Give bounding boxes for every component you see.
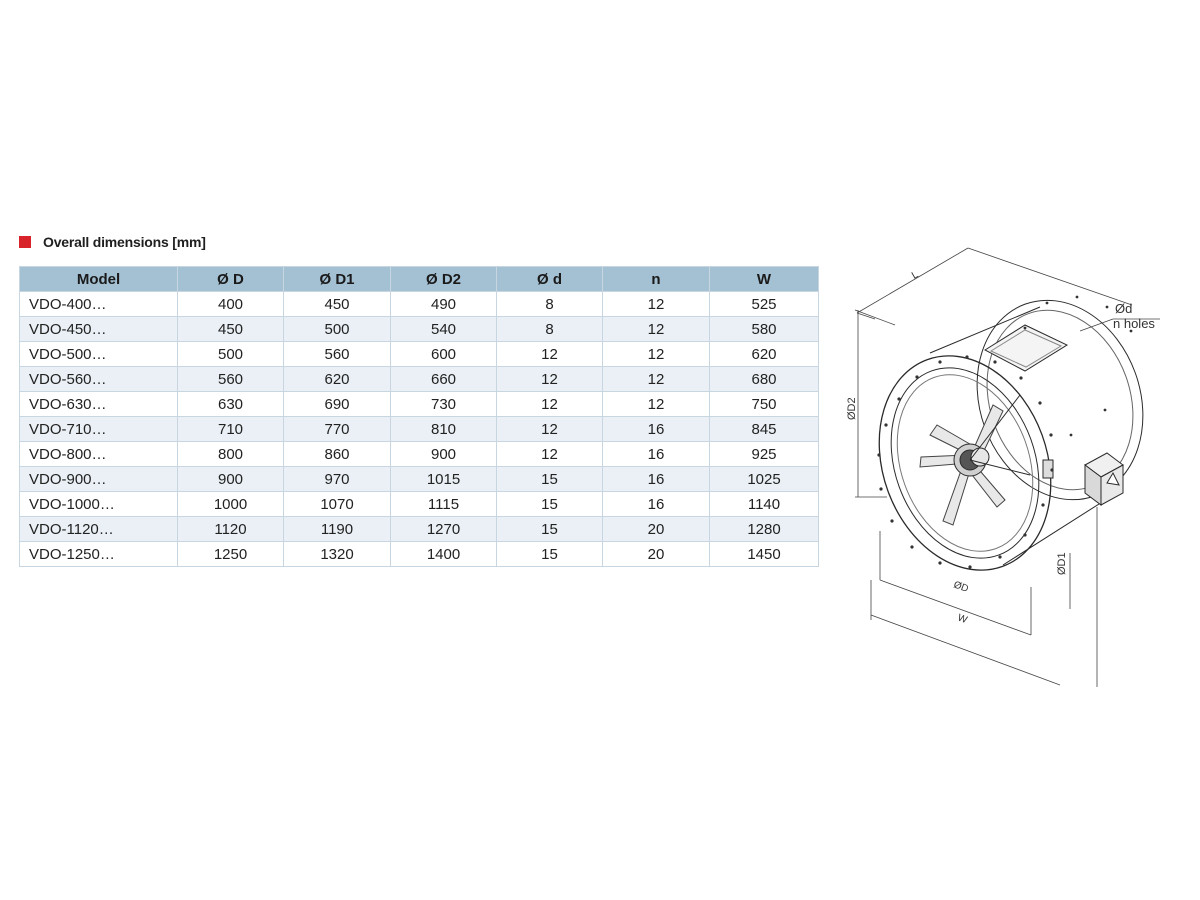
cell-diameter-d2: 540 [391,317,497,342]
table-row [20,417,819,442]
dimensions-table [19,266,819,567]
cell-diameter-d2: 600 [391,342,497,367]
cell-model: VDO-630… [20,392,178,417]
cell-diameter-d: 900 [178,467,284,492]
section-heading [19,232,206,252]
cell-hole-count: 12 [603,342,710,367]
cell-model: VDO-900… [20,467,178,492]
cell-diameter-d1: 500 [284,317,391,342]
cell-diameter-d1: 1070 [284,492,391,517]
cell-diameter-d1: 860 [284,442,391,467]
cell-model: VDO-710… [20,417,178,442]
column-header-diameter-d2: Ø D2 [391,267,497,292]
column-header-model: Model [20,267,178,292]
dimension-line-L [857,248,968,313]
cell-diameter-d: 1250 [178,542,284,567]
label-D1: ØD1 [1056,552,1068,575]
service-panel [985,325,1067,371]
cell-hole-diameter: 12 [497,417,603,442]
support-strut [970,395,1020,460]
column-header-diameter-d1: Ø D1 [284,267,391,292]
column-header-hole-count: n [603,267,710,292]
label-n-holes: n holes [1113,316,1155,331]
cell-diameter-d: 1120 [178,517,284,542]
cell-hole-diameter: 15 [497,542,603,567]
cell-model: VDO-1000… [20,492,178,517]
cell-hole-diameter: 12 [497,367,603,392]
cell-diameter-d1: 560 [284,342,391,367]
motor-body [971,448,989,466]
cell-hole-count: 12 [603,317,710,342]
cell-diameter-d2: 1115 [391,492,497,517]
cell-diameter-d2: 810 [391,417,497,442]
red-square-bullet-icon [19,236,31,248]
cell-hole-count: 20 [603,542,710,567]
cell-diameter-d1: 1320 [284,542,391,567]
table-row [20,317,819,342]
label-D2: ØD2 [846,397,858,420]
cell-model: VDO-1250… [20,542,178,567]
cell-hole-count: 12 [603,292,710,317]
table-row [20,517,819,542]
table-row [20,292,819,317]
cell-width: 1140 [710,492,819,517]
cell-hole-diameter: 12 [497,342,603,367]
table-row [20,542,819,567]
label-D: ØD [951,579,970,595]
cell-diameter-d1: 450 [284,292,391,317]
dimension-line-W [871,615,1060,685]
table-row [20,492,819,517]
cell-hole-count: 12 [603,392,710,417]
cell-hole-diameter: 15 [497,467,603,492]
cell-width: 525 [710,292,819,317]
cell-diameter-d2: 900 [391,442,497,467]
column-header-hole-diameter: Ø d [497,267,603,292]
cell-hole-count: 16 [603,492,710,517]
fan-drawing-svg [835,235,1165,690]
cell-width: 750 [710,392,819,417]
cell-hole-count: 16 [603,467,710,492]
column-header-diameter-d: Ø D [178,267,284,292]
cell-diameter-d: 800 [178,442,284,467]
table-row [20,367,819,392]
cell-model: VDO-1120… [20,517,178,542]
label-hole-diameter: Ød [1115,301,1133,316]
cell-diameter-d2: 1015 [391,467,497,492]
cell-model: VDO-450… [20,317,178,342]
cell-hole-diameter: 12 [497,392,603,417]
cell-hole-diameter: 15 [497,492,603,517]
cell-model: VDO-800… [20,442,178,467]
cell-diameter-d1: 1190 [284,517,391,542]
cell-width: 845 [710,417,819,442]
cell-hole-count: 20 [603,517,710,542]
table-row [20,467,819,492]
table-row [20,442,819,467]
dimension-line-L-ext [968,248,1132,305]
cell-hole-count: 16 [603,417,710,442]
cell-width: 1025 [710,467,819,492]
cell-width: 620 [710,342,819,367]
cell-diameter-d1: 770 [284,417,391,442]
cell-diameter-d: 500 [178,342,284,367]
table-header-row [20,267,819,292]
cell-diameter-d2: 660 [391,367,497,392]
cell-diameter-d: 1000 [178,492,284,517]
cell-hole-count: 12 [603,367,710,392]
cell-hole-diameter: 12 [497,442,603,467]
cell-diameter-d2: 730 [391,392,497,417]
cell-diameter-d2: 1400 [391,542,497,567]
label-W: W [955,612,969,627]
section-title: Overall dimensions [mm] [43,234,206,250]
cell-diameter-d: 400 [178,292,284,317]
cell-diameter-d1: 620 [284,367,391,392]
column-header-width: W [710,267,819,292]
cell-width: 580 [710,317,819,342]
cell-model: VDO-560… [20,367,178,392]
table-row [20,392,819,417]
cell-diameter-d2: 1270 [391,517,497,542]
cell-model: VDO-500… [20,342,178,367]
cell-diameter-d: 560 [178,367,284,392]
cell-hole-diameter: 15 [497,517,603,542]
cell-width: 1280 [710,517,819,542]
cell-hole-diameter: 8 [497,317,603,342]
flange-bolt-holes [877,296,1132,569]
label-L: L [910,269,921,282]
cell-diameter-d1: 970 [284,467,391,492]
cell-diameter-d: 450 [178,317,284,342]
cell-width: 1450 [710,542,819,567]
cell-width: 680 [710,367,819,392]
cell-diameter-d2: 490 [391,292,497,317]
cell-model: VDO-400… [20,292,178,317]
table-row [20,342,819,367]
fan-dimension-drawing [835,235,1165,690]
cell-diameter-d: 630 [178,392,284,417]
cell-diameter-d1: 690 [284,392,391,417]
cell-width: 925 [710,442,819,467]
cell-hole-count: 16 [603,442,710,467]
cell-diameter-d: 710 [178,417,284,442]
cell-hole-diameter: 8 [497,292,603,317]
